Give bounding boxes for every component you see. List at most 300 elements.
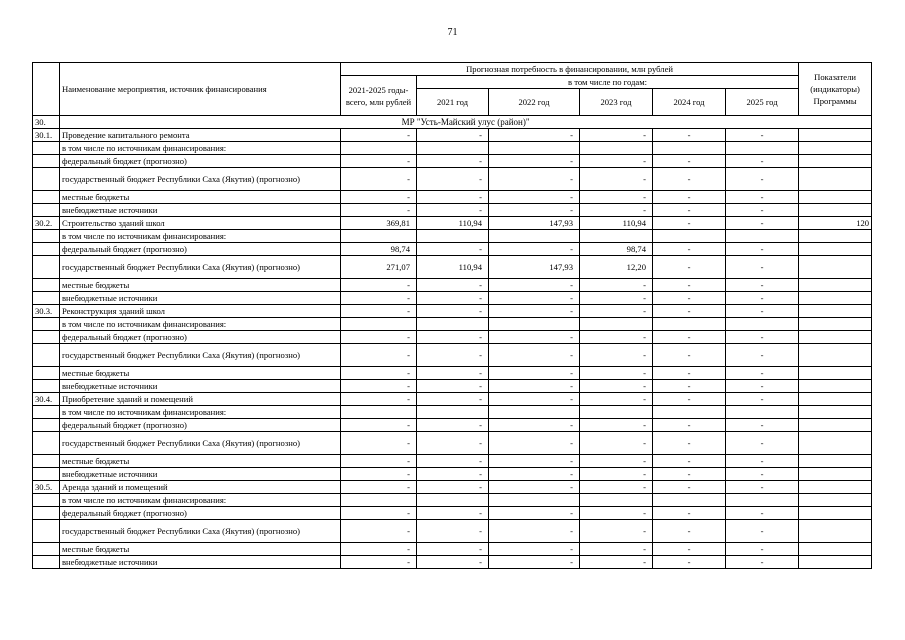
value-cell [580,494,653,507]
value-cell: - [580,168,653,191]
value-cell: - [726,243,799,256]
financing-table [32,62,872,569]
table-row [33,204,872,217]
value-cell [580,318,653,331]
table-row [33,279,872,292]
header-year: 2021 год [417,89,489,116]
row-number [33,204,60,217]
table-row [33,380,872,393]
row-number [33,507,60,520]
value-cell: 98,74 [580,243,653,256]
value-cell: - [417,243,489,256]
value-cell: - [726,543,799,556]
row-name: внебюджетные источники [60,204,341,217]
value-cell: - [580,556,653,569]
indicator-cell [799,507,872,520]
indicator-cell [799,406,872,419]
indicator-cell [799,419,872,432]
row-number [33,155,60,168]
value-cell: - [726,279,799,292]
row-name: государственный бюджет Республики Саха (Якутия) (прогнозно) [60,168,341,191]
row-name: федеральный бюджет (прогнозно) [60,331,341,344]
value-cell [489,318,580,331]
value-cell: - [726,292,799,305]
value-cell: - [653,432,726,455]
value-cell: - [653,279,726,292]
value-cell: - [653,331,726,344]
value-cell: - [417,279,489,292]
row-name: внебюджетные источники [60,468,341,481]
value-cell: - [341,543,417,556]
indicator-cell [799,367,872,380]
value-cell: - [417,556,489,569]
row-number [33,432,60,455]
row-name: Приобретение зданий и помещений [60,393,341,406]
indicator-cell [799,129,872,142]
indicator-cell [799,155,872,168]
value-cell: - [653,393,726,406]
value-cell: - [489,380,580,393]
value-cell: - [653,292,726,305]
value-cell: - [653,556,726,569]
value-cell [417,406,489,419]
indicator-cell [799,230,872,243]
value-cell: 271,07 [341,256,417,279]
value-cell: - [580,507,653,520]
value-cell: - [580,468,653,481]
row-number [33,230,60,243]
value-cell [489,142,580,155]
header-total: 2021-2025 годы- всего, млн рублей [341,76,417,116]
row-number [33,455,60,468]
section-title: МР "Усть-Майский улус (район)" [60,116,872,129]
value-cell: - [580,344,653,367]
value-cell [341,142,417,155]
value-cell: - [726,155,799,168]
value-cell: - [341,468,417,481]
value-cell: - [341,279,417,292]
value-cell: - [653,243,726,256]
value-cell: 147,93 [489,256,580,279]
indicator-cell [799,520,872,543]
value-cell: - [653,155,726,168]
value-cell: - [489,543,580,556]
value-cell [417,494,489,507]
value-cell: 110,94 [417,217,489,230]
value-cell: - [489,419,580,432]
value-cell [580,406,653,419]
row-number [33,543,60,556]
row-name: Строительство зданий школ [60,217,341,230]
value-cell: 98,74 [341,243,417,256]
indicator-cell [799,305,872,318]
row-name: внебюджетные источники [60,292,341,305]
value-cell: - [653,520,726,543]
value-cell: - [580,367,653,380]
page-number: 71 [447,27,458,38]
value-cell: - [417,367,489,380]
table-row [33,481,872,494]
table-row [33,217,872,230]
value-cell [726,142,799,155]
indicator-cell [799,243,872,256]
row-number [33,142,60,155]
value-cell: 147,93 [489,217,580,230]
row-name: в том числе по источникам финансирования: [60,406,341,419]
row-number [33,520,60,543]
value-cell: - [653,543,726,556]
row-name: местные бюджеты [60,191,341,204]
value-cell [653,406,726,419]
table-row [33,230,872,243]
indicator-cell: 120 [799,217,872,230]
indicator-cell [799,556,872,569]
value-cell [341,318,417,331]
row-name: Реконструкция зданий школ [60,305,341,318]
value-cell: - [341,191,417,204]
value-cell: - [653,168,726,191]
value-cell: - [489,432,580,455]
table-row [33,367,872,380]
value-cell: - [341,419,417,432]
value-cell: - [489,468,580,481]
value-cell: - [489,344,580,367]
value-cell: - [489,556,580,569]
row-number: 30.5. [33,481,60,494]
value-cell [341,406,417,419]
row-name: федеральный бюджет (прогнозно) [60,507,341,520]
value-cell: - [417,507,489,520]
value-cell: 110,94 [417,256,489,279]
indicator-cell [799,344,872,367]
value-cell: 369,81 [341,217,417,230]
table-row [33,432,872,455]
value-cell [417,230,489,243]
value-cell: - [726,468,799,481]
row-name: государственный бюджет Республики Саха (Якутия) (прогнозно) [60,432,341,455]
value-cell: - [653,217,726,230]
value-cell: - [726,191,799,204]
row-number [33,367,60,380]
value-cell: - [417,344,489,367]
row-number: 30.2. [33,217,60,230]
table-row [33,292,872,305]
value-cell: - [580,393,653,406]
value-cell: - [417,455,489,468]
table-row [33,318,872,331]
indicator-cell [799,331,872,344]
value-cell: - [726,256,799,279]
value-cell: - [580,204,653,217]
value-cell: - [726,556,799,569]
value-cell: - [417,419,489,432]
indicator-cell [799,204,872,217]
value-cell: - [653,204,726,217]
table-row [33,468,872,481]
value-cell [653,318,726,331]
indicator-cell [799,279,872,292]
row-number [33,380,60,393]
value-cell: - [726,204,799,217]
row-name: федеральный бюджет (прогнозно) [60,243,341,256]
value-cell [417,142,489,155]
row-number: 30.1. [33,129,60,142]
row-name: в том числе по источникам финансирования: [60,142,341,155]
value-cell: - [726,305,799,318]
row-number [33,168,60,191]
value-cell: - [341,432,417,455]
row-name: внебюджетные источники [60,380,341,393]
value-cell: - [489,393,580,406]
value-cell: - [580,191,653,204]
value-cell: - [726,380,799,393]
value-cell: - [417,305,489,318]
value-cell: - [341,129,417,142]
value-cell: - [341,292,417,305]
header-forecast: Прогнозная потребность в финансировании, млн рублей [341,63,799,76]
value-cell: - [726,393,799,406]
value-cell: - [580,432,653,455]
value-cell: - [489,455,580,468]
indicator-cell [799,380,872,393]
header-name: Наименование мероприятия, источник финансирования [60,63,341,116]
value-cell [726,406,799,419]
value-cell: - [341,556,417,569]
row-number [33,318,60,331]
table-row [33,520,872,543]
indicator-cell [799,393,872,406]
row-name: Проведение капитального ремонта [60,129,341,142]
row-name: федеральный бюджет (прогнозно) [60,155,341,168]
row-number [33,279,60,292]
value-cell: - [580,455,653,468]
value-cell: - [653,191,726,204]
row-number [33,419,60,432]
row-name: Аренда зданий и помещений [60,481,341,494]
row-number: 30.4. [33,393,60,406]
indicator-cell [799,256,872,279]
row-number [33,468,60,481]
header-year: 2025 год [726,89,799,116]
value-cell: - [653,129,726,142]
value-cell: - [580,380,653,393]
row-number [33,292,60,305]
value-cell: - [726,507,799,520]
value-cell [341,230,417,243]
indicator-cell [799,543,872,556]
value-cell: - [580,419,653,432]
value-cell: - [417,380,489,393]
table-row [33,419,872,432]
value-cell: - [653,380,726,393]
indicator-cell [799,168,872,191]
value-cell: - [341,344,417,367]
table-row [33,243,872,256]
table-row [33,142,872,155]
indicator-cell [799,455,872,468]
row-name: в том числе по источникам финансирования: [60,230,341,243]
row-number [33,243,60,256]
value-cell: - [653,344,726,367]
header-year: 2022 год [489,89,580,116]
value-cell: - [489,331,580,344]
table-row [33,406,872,419]
value-cell: - [653,305,726,318]
indicator-cell [799,481,872,494]
indicator-cell [799,191,872,204]
value-cell: - [726,419,799,432]
value-cell: - [580,305,653,318]
table-row [33,256,872,279]
table-row [33,344,872,367]
row-name: внебюджетные источники [60,556,341,569]
value-cell: - [417,191,489,204]
row-name: местные бюджеты [60,543,341,556]
value-cell [653,230,726,243]
value-cell [726,230,799,243]
value-cell [580,230,653,243]
value-cell: - [653,481,726,494]
value-cell: - [417,129,489,142]
value-cell: - [489,507,580,520]
value-cell: - [341,204,417,217]
value-cell: - [489,191,580,204]
value-cell: - [417,204,489,217]
value-cell: - [417,432,489,455]
value-cell [489,494,580,507]
table-row [33,129,872,142]
value-cell: - [489,168,580,191]
header-year: 2024 год [653,89,726,116]
table-row [33,168,872,191]
value-cell: - [580,155,653,168]
value-cell: - [341,367,417,380]
row-name: федеральный бюджет (прогнозно) [60,419,341,432]
value-cell: - [726,129,799,142]
indicator-cell [799,494,872,507]
value-cell: - [653,468,726,481]
row-name: местные бюджеты [60,367,341,380]
value-cell: - [653,419,726,432]
value-cell: 12,20 [580,256,653,279]
row-name: государственный бюджет Республики Саха (Якутия) (прогнозно) [60,256,341,279]
value-cell: - [417,543,489,556]
row-number [33,344,60,367]
value-cell: - [341,155,417,168]
value-cell [341,494,417,507]
value-cell [653,142,726,155]
row-number [33,191,60,204]
row-name: в том числе по источникам финансирования: [60,494,341,507]
header-by-years: в том числе по годам: [417,76,799,89]
value-cell: - [726,367,799,380]
value-cell: - [341,168,417,191]
value-cell: - [341,481,417,494]
value-cell: - [417,155,489,168]
value-cell: - [341,455,417,468]
value-cell: - [489,520,580,543]
row-name: в том числе по источникам финансирования: [60,318,341,331]
value-cell: 110,94 [580,217,653,230]
value-cell [726,494,799,507]
row-number [33,331,60,344]
value-cell [653,494,726,507]
value-cell: - [417,520,489,543]
header-year: 2023 год [580,89,653,116]
row-number [33,406,60,419]
value-cell: - [341,507,417,520]
table-row [33,305,872,318]
value-cell: - [341,305,417,318]
value-cell: - [653,507,726,520]
table-row [33,331,872,344]
indicator-cell [799,142,872,155]
value-cell: - [489,129,580,142]
value-cell: - [489,204,580,217]
row-name: государственный бюджет Республики Саха (Якутия) (прогнозно) [60,520,341,543]
row-number [33,556,60,569]
value-cell: - [580,543,653,556]
indicator-cell [799,292,872,305]
value-cell: - [653,256,726,279]
value-cell: - [341,380,417,393]
value-cell: - [417,481,489,494]
row-number [33,256,60,279]
row-name: государственный бюджет Республики Саха (Якутия) (прогнозно) [60,344,341,367]
value-cell: - [489,367,580,380]
value-cell: - [580,481,653,494]
table-row [33,507,872,520]
value-cell: - [726,432,799,455]
value-cell: - [726,455,799,468]
value-cell: - [580,292,653,305]
value-cell: - [580,129,653,142]
value-cell: - [489,155,580,168]
value-cell: - [341,331,417,344]
section-row [33,116,872,129]
header-indicators: Показатели (индикаторы) Программы [799,63,872,116]
value-cell: - [653,455,726,468]
value-cell: - [580,331,653,344]
table-row [33,543,872,556]
indicator-cell [799,432,872,455]
value-cell: - [489,243,580,256]
value-cell: - [580,520,653,543]
value-cell [580,142,653,155]
row-number [33,494,60,507]
table-row [33,494,872,507]
value-cell: - [341,393,417,406]
value-cell: - [417,468,489,481]
value-cell [489,406,580,419]
indicator-cell [799,318,872,331]
value-cell: - [653,367,726,380]
table-row [33,393,872,406]
value-cell: - [417,393,489,406]
value-cell: - [726,481,799,494]
value-cell: - [417,331,489,344]
value-cell: - [726,217,799,230]
table-row [33,556,872,569]
value-cell: - [489,292,580,305]
row-number: 30.3. [33,305,60,318]
header-num [33,63,60,116]
value-cell: - [726,168,799,191]
value-cell: - [726,344,799,367]
table-row [33,191,872,204]
table-row [33,155,872,168]
value-cell: - [417,168,489,191]
